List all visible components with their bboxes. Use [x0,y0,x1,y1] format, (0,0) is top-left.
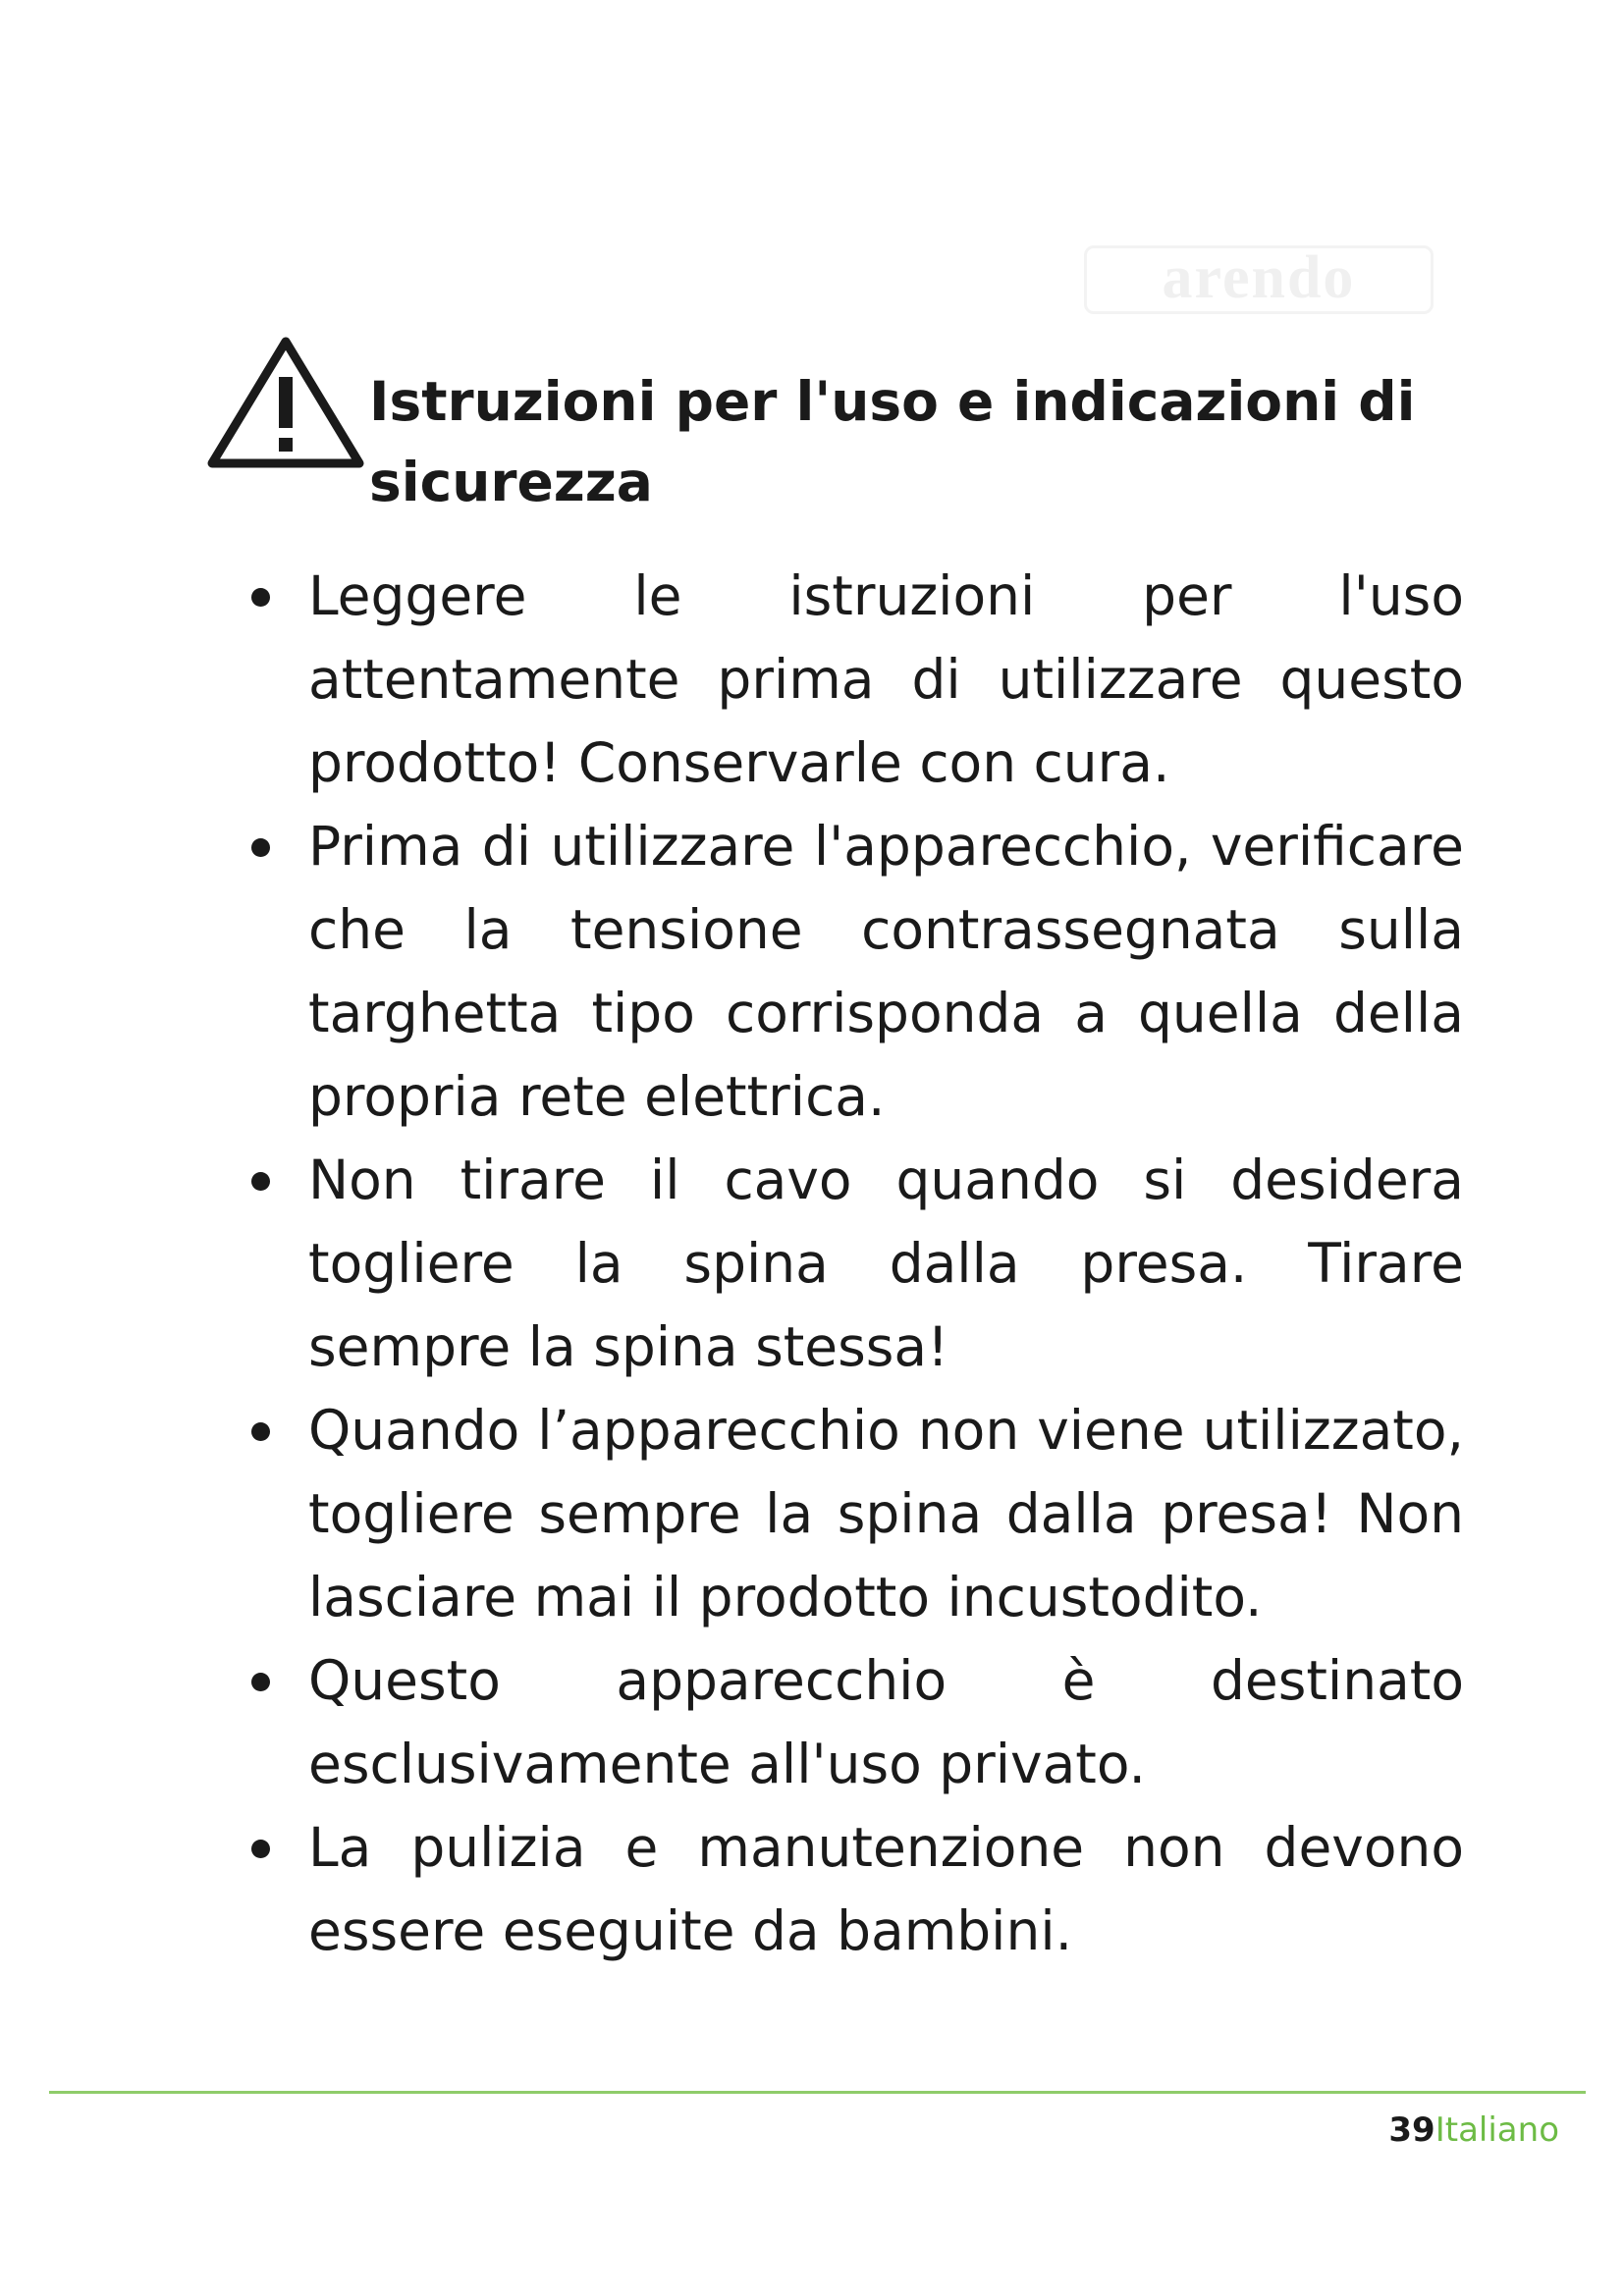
list-item [242,1806,1464,1973]
bullet-icon [251,588,270,607]
brand-watermark: arendo [1084,245,1434,314]
list-item [242,1639,1464,1806]
bullet-icon [251,1840,270,1858]
list-item-text: Questo apparecchio è destinato esclusivamente all'uso privato. [308,1649,1464,1795]
list-item [242,1139,1464,1389]
warning-triangle-icon [204,334,367,471]
list-item-text: La pulizia e manutenzione non devono essere eseguite da bambini. [308,1816,1464,1962]
bullet-icon [251,1422,270,1441]
bullet-icon [251,1673,270,1691]
footer-language: Italiano [1435,2110,1559,2150]
list-item-text: Quando l’apparecchio non viene utilizzato, togliere sempre la spina dalla presa! Non lasciare mai il prodotto incustodito. [308,1399,1464,1629]
page-number: 39 [1388,2110,1435,2150]
list-item-text: Leggere le istruzioni per l'uso attentamente prima di utilizzare questo prodotto! Conservarle con cura. [308,564,1464,794]
safety-instructions-list [242,555,1464,1973]
bullet-icon [251,838,270,857]
section-heading: Istruzioni per l'uso e indicazioni di sicurezza [369,370,1416,513]
list-item-text: Non tirare il cavo quando si desidera togliere la spina dalla presa. Tirare sempre la spina stessa! [308,1148,1464,1378]
page-footer [1388,2110,1559,2150]
footer-divider [49,2091,1586,2094]
bullet-icon [251,1172,270,1191]
list-item [242,1389,1464,1639]
list-item [242,555,1464,805]
list-item-text: Prima di utilizzare l'apparecchio, verificare che la tensione contrassegnata sulla targhetta tipo corrisponda a quella della propria rete elettrica. [308,815,1464,1128]
list-item [242,805,1464,1139]
